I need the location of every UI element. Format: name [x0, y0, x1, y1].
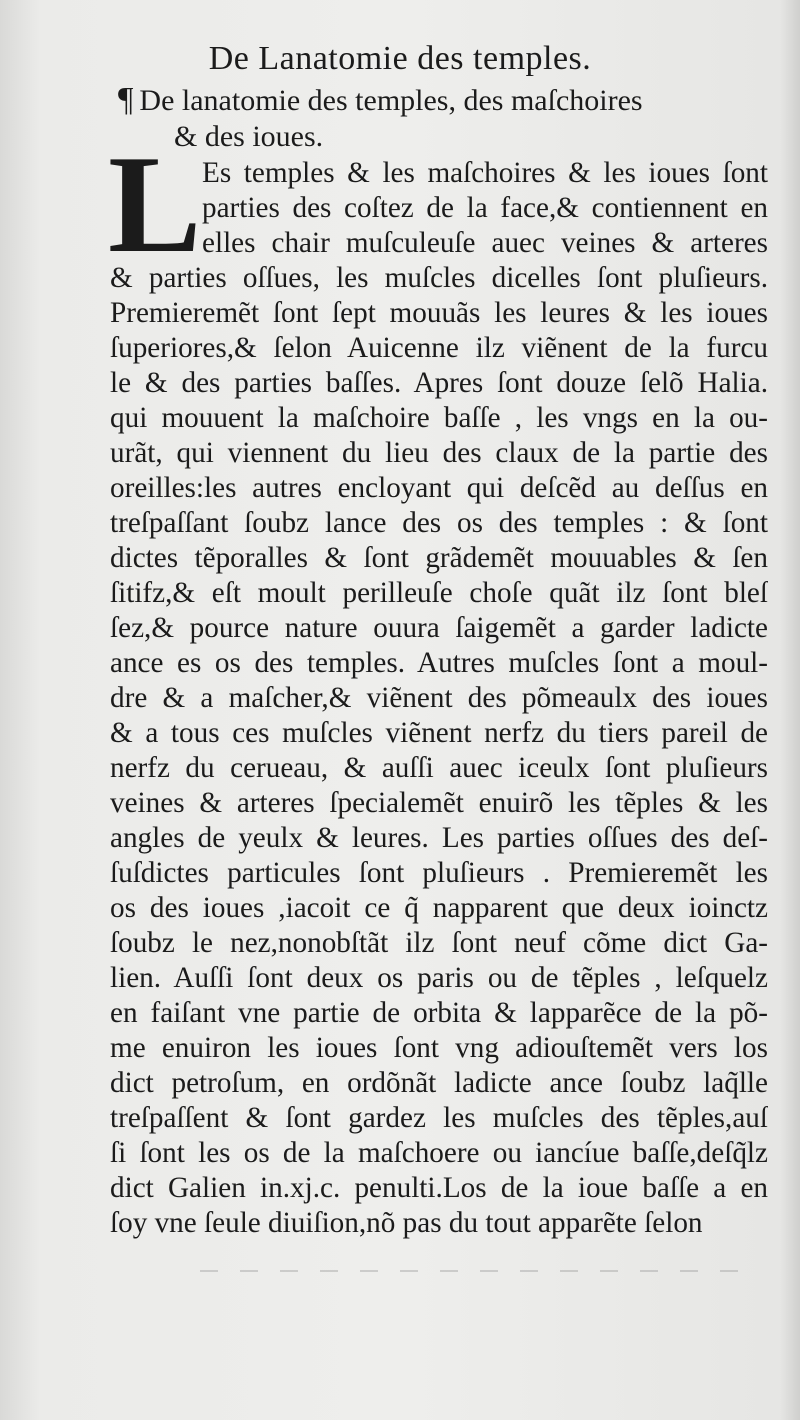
heading-line-2: & des ioues. [174, 120, 324, 153]
text-line: dict Galien in.xj.c. penulti.Los de la ioue baſſe a en [110, 1172, 768, 1204]
text-line: ſoubz le nez,nonobſtãt ilz ſont neuf cõme dict Ga- [110, 927, 768, 959]
section-heading [118, 82, 778, 155]
text-line: dict petroſum, en ordõnãt ladicte ance ſoubz laq̃lle [110, 1067, 768, 1099]
text-line: nerfz du cerueau, & auſſi auec iceulx ſont pluſieurs [110, 752, 768, 784]
text-line: oreilles:les autres encloyant qui deſcẽd au deſſus en [110, 472, 768, 504]
text-line: Premieremẽt ſont ſept mouuãs les leures & les ioues [110, 297, 768, 329]
text-line: ſuperiores,& ſelon Auicenne ilz viẽnent de la furcu [110, 332, 768, 364]
body-text [110, 156, 768, 1241]
text-line: parties des coſtez de la face,& contiennent en [202, 192, 768, 224]
text-line: ance es os des temples. Autres muſcles ſont a moul- [110, 647, 768, 679]
page-bottom-smudge [200, 1270, 760, 1272]
text-line: ſi ſont les os de la maſchoere ou iancíue baſſe,deſq̃lz [110, 1137, 768, 1169]
text-line: Es temples & les maſchoires & les ioues ſont [202, 157, 768, 189]
text-line: lien. Auſſi ſont deux os paris ou de tẽples , leſquelz [110, 962, 768, 994]
heading-line-1: De lanatomie des temples, des maſchoires [139, 84, 643, 117]
paragraph-mark-icon: ¶ [118, 81, 134, 118]
text-line: veines & arteres ſpecialemẽt enuirõ les tẽples & les [110, 787, 768, 819]
drop-cap: L [108, 127, 202, 282]
text-line: ſoy vne ſeule diuiſion,nõ pas du tout apparẽte ſelon [110, 1207, 703, 1239]
text-line: ſez,& pource nature ouura ſaigemẽt a garder ladicte [110, 612, 768, 644]
text-line: qui mouuent la maſchoire baſſe , les vngs en la ou- [110, 402, 768, 434]
text-line: urãt, qui viennent du lieu des claux de la partie des [110, 437, 768, 469]
text-line: dictes tẽporalles & ſont grãdemẽt mouuables & ſen [110, 542, 768, 574]
text-line: & parties oſſues, les muſcles dicelles ſont pluſieurs. [110, 262, 768, 294]
text-line: ſitifz,& eſt moult perilleuſe choſe quãt ilz ſont bleſ [110, 577, 768, 609]
text-line: en faiſant vne partie de orbita & lapparẽce de la põ- [110, 997, 768, 1029]
text-line: me enuiron les ioues ſont vng adiouſtemẽt vers los [110, 1032, 768, 1064]
text-line: dre & a maſcher,& viẽnent des põmeaulx des ioues [110, 682, 768, 714]
text-line: le & des parties baſſes. Apres ſont douze ſelõ Halia. [110, 367, 768, 399]
text-line: elles chair muſculeuſe auec veines & arteres [202, 227, 768, 259]
text-line: treſpaſſant ſoubz lance des os des temples : & ſont [110, 507, 768, 539]
text-line: ſuſdictes particules ſont pluſieurs . Premieremẽt les [110, 857, 768, 889]
running-head: De Lanatomie des temples. [208, 40, 592, 77]
text-line: & a tous ces muſcles viẽnent nerfz du tiers pareil de [110, 717, 768, 749]
text-line: os des ioues ,iacoit ce q̃ napparent que deux ioinctz [110, 892, 768, 924]
text-line: angles de yeulx & leures. Les parties oſſues des deſ- [110, 822, 768, 854]
text-line: treſpaſſent & ſont gardez les muſcles des tẽples,auſ [110, 1102, 768, 1134]
